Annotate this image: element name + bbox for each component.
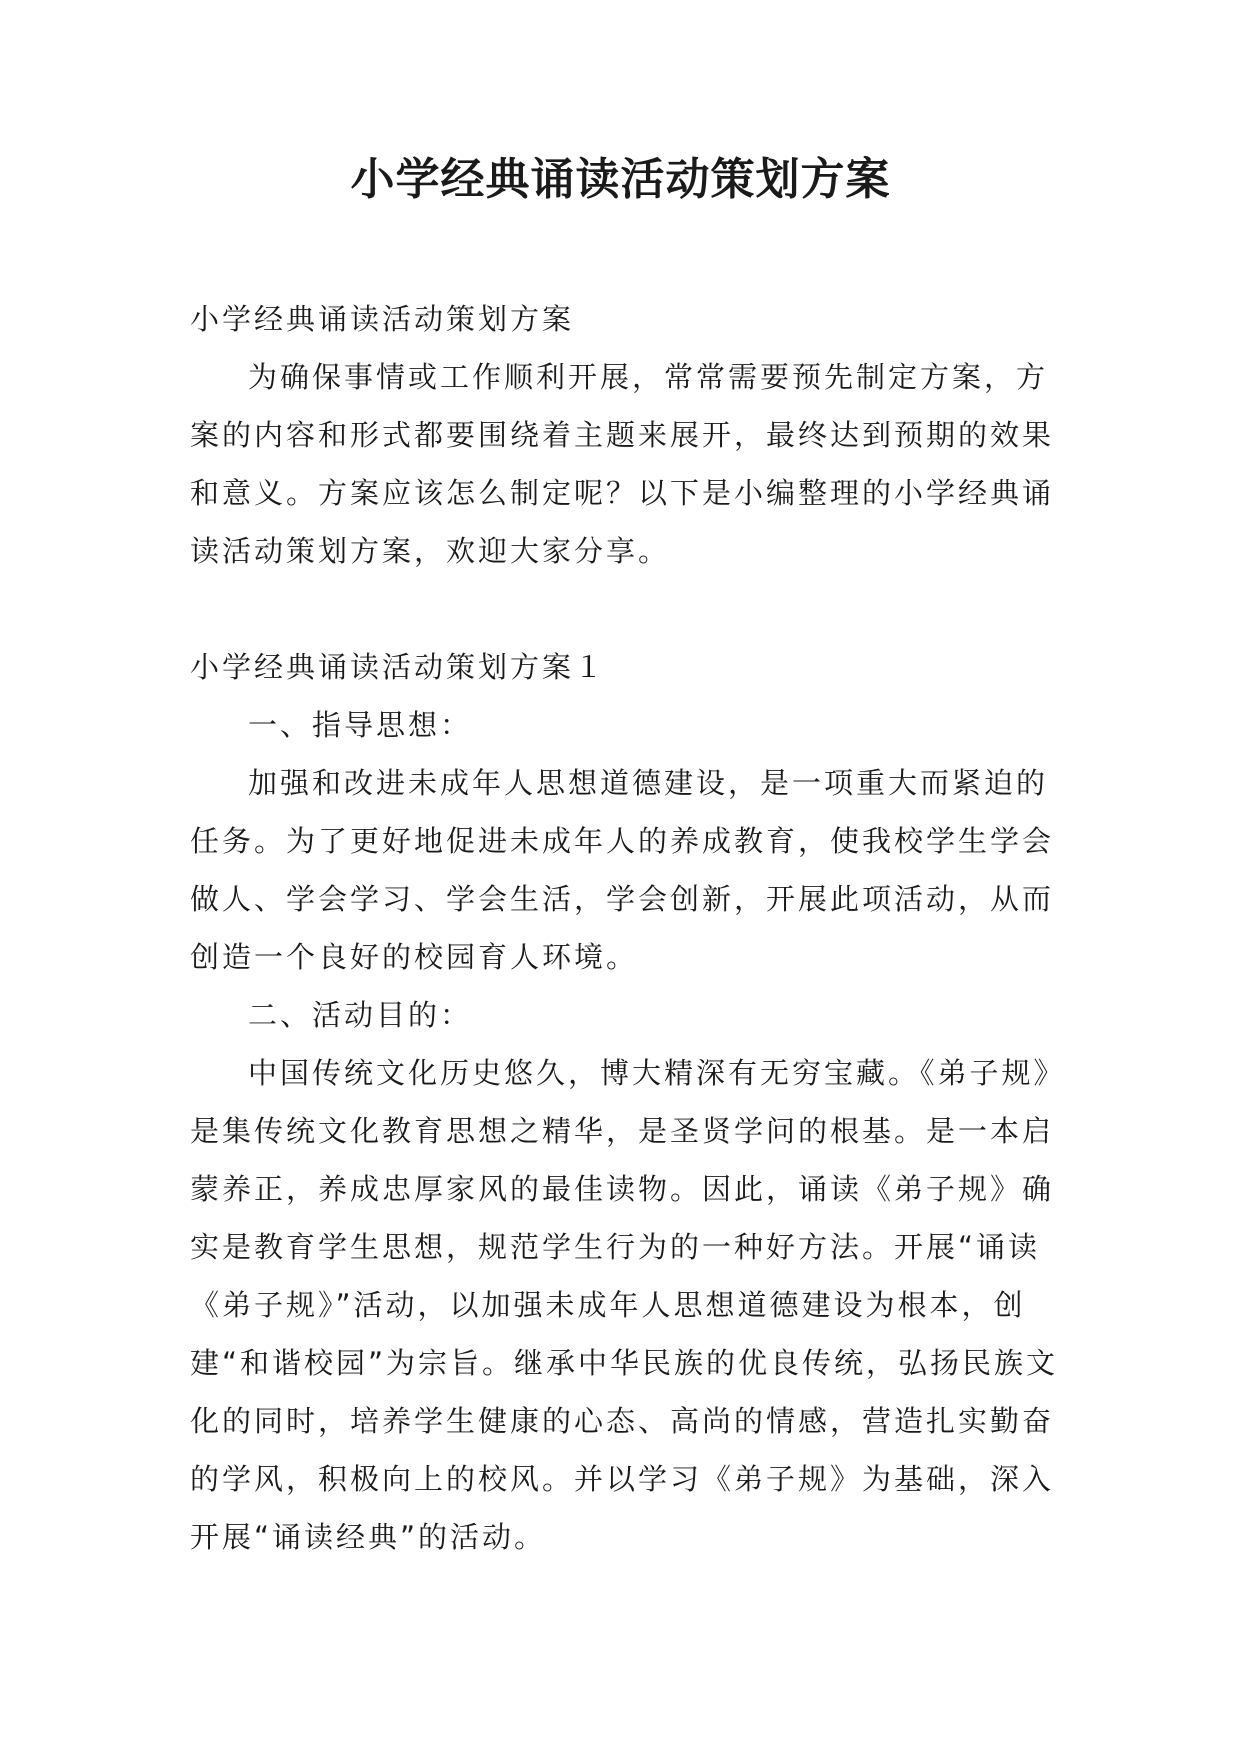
paragraph-spacer: [190, 580, 1070, 638]
intro-paragraph: 为确保事情或工作顺利开展，常常需要预先制定方案，方案的内容和形式都要围绕着主题来展开，最终达到预期的效果和意义。方案应该怎么制定呢？以下是小编整理的小学经典诵读活动策划方案，欢迎大家分享。: [190, 360, 1055, 568]
paragraph-activity-purpose: 中国传统文化历史悠久，博大精深有无穷宝藏。《弟子规》是集传统文化教育思想之精华，是圣贤学问的根基。是一本启蒙养正，养成忠厚家风的最佳读物。因此，诵读《弟子规》确实是教育学生思想，规范学生行为的一种好方法。开展“诵读《弟子规》”活动，以加强未成年人思想道德建设为根本，创建“和谐校园”为宗旨。继承中华民族的优良传统，弘扬民族文化的同时，培养学生健康的心态、高尚的情感，营造扎实勤奋的学风，积极向上的校风。并以学习《弟子规》为基础，深入开展“诵读经典”的活动。: [190, 1056, 1066, 1554]
heading-guiding-thought: 一、指导思想：: [248, 708, 473, 742]
document-title: 小学经典诵读活动策划方案: [350, 154, 891, 205]
paragraph-guiding-thought: 加强和改进未成年人思想道德建设，是一项重大而紧迫的任务。为了更好地促进未成年人的养成教育，使我校学生学会做人、学会学习、学会生活，学会创新，开展此项活动，从而创造一个良好的校园育人环境。: [190, 766, 1055, 974]
document-body: [190, 290, 1070, 1566]
heading-activity-purpose: 二、活动目的：: [248, 998, 473, 1032]
section-title: 小学经典诵读活动策划方案１: [190, 650, 607, 684]
document-subtitle: 小学经典诵读活动策划方案: [190, 302, 575, 336]
